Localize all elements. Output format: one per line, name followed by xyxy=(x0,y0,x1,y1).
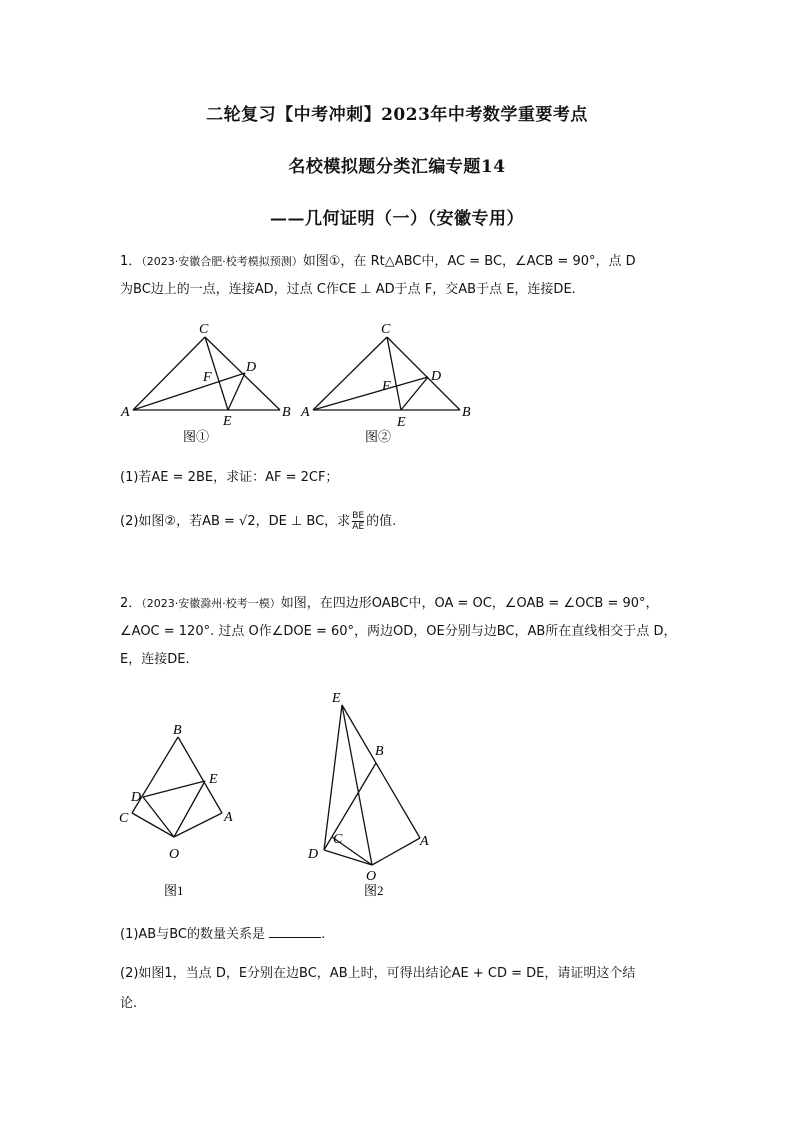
q2f1-label-a: A xyxy=(224,810,233,825)
q2f1-label-d: D xyxy=(131,790,142,805)
q2-fig2-caption: 图2 xyxy=(364,883,384,898)
q1f2-label-f: F xyxy=(382,379,391,394)
q1f1-label-f: F xyxy=(203,370,212,385)
q1-part1: (1)若AE = 2BE，求证：AF = 2CF； xyxy=(120,470,339,485)
q1f1-label-b: B xyxy=(282,405,291,420)
q2-part1-tail: . xyxy=(321,927,326,942)
q1-figure-2 xyxy=(295,315,480,450)
q2f2-label-b: B xyxy=(375,744,384,759)
q2-stem-text: 如图，在四边形OABC中，OA = OC，∠OAB = ∠OCB = 90°， xyxy=(280,596,659,611)
q1f1-side-ac xyxy=(133,337,205,410)
q2f1-label-o: O xyxy=(169,847,180,862)
q2-figure-1 xyxy=(112,715,252,905)
q2-fig1-caption: 图1 xyxy=(164,883,184,898)
q2f2-label-o: O xyxy=(366,869,377,884)
q2-part2-line2: 论. xyxy=(120,996,138,1011)
q2f1-label-b: B xyxy=(173,723,182,738)
q1f1-segment-de xyxy=(228,373,245,410)
q1f2-label-b: B xyxy=(462,405,471,420)
q2f1-label-e: E xyxy=(209,772,218,787)
doc-title-line1: 二轮复习【中考冲刺】2023年中考数学重要考点 xyxy=(206,105,588,125)
q2f1-segment-de xyxy=(143,781,205,797)
q1-part2-tail: 的值. xyxy=(366,514,397,529)
q1-source: （2023·安徽合肥·校考模拟预测） xyxy=(141,255,303,268)
q1f2-label-e: E xyxy=(397,415,406,430)
q1-stem-line2: 为BC边上的一点，连接AD，过点 C作CE ⊥ AD于点 F，交AB于点 E，连接DE. xyxy=(120,282,576,297)
q1-part2 xyxy=(120,511,680,532)
q1f2-label-a: A xyxy=(301,405,310,420)
q1-number: 1． xyxy=(120,254,142,269)
q1-part2-text: (2)如图②，若AB = √2，DE ⊥ BC，求 xyxy=(120,514,351,529)
q2f2-line-eba xyxy=(342,705,420,838)
q1f2-segment-de xyxy=(401,377,428,410)
q2f2-label-c: C xyxy=(333,832,343,847)
q2f1-segment-od xyxy=(143,797,174,837)
q2f2-line-bcd xyxy=(324,763,376,850)
q2-part1 xyxy=(120,924,680,945)
q2-part1-text: (1)AB与BC的数量关系是 xyxy=(120,927,265,942)
doc-title-line2: 名校模拟题分类汇编专题14 xyxy=(288,157,506,177)
q2-stem-line2: ∠AOC = 120°. 过点 O作∠DOE = 60°，两边OD，OE分别与边BC，AB所在直线相交于点 D， xyxy=(120,624,677,639)
doc-title-line3: ——几何证明（一）（安徽专用） xyxy=(270,209,524,229)
q2f2-segment-od xyxy=(324,850,372,865)
q2-source: （2023·安徽滁州·校考一模） xyxy=(141,597,281,610)
q2-figure-2 xyxy=(300,685,440,905)
q2f2-side-oa xyxy=(372,838,420,865)
q1-stem-line1 xyxy=(120,252,680,272)
q1f1-label-e: E xyxy=(223,414,232,429)
q2f2-label-d: D xyxy=(308,847,319,862)
q1f2-side-bc xyxy=(387,337,460,410)
q2-stem-line1 xyxy=(120,594,680,614)
q1-stem-text: 如图①，在 Rt△ABC中，AC = BC，∠ACB = 90°，点 D xyxy=(302,254,636,269)
q1-frac-den: AE xyxy=(352,522,365,532)
answer-blank[interactable] xyxy=(269,924,321,938)
q2f2-line-edc xyxy=(324,705,342,850)
q1f1-label-c: C xyxy=(199,322,209,337)
q1f1-label-d: D xyxy=(246,360,257,375)
q2-number: 2． xyxy=(120,596,142,611)
q1f2-label-c: C xyxy=(381,322,391,337)
q1f2-label-d: D xyxy=(431,369,442,384)
q2f2-label-a: A xyxy=(420,834,429,849)
q2f1-label-c: C xyxy=(119,811,129,826)
q1f1-label-a: A xyxy=(121,405,130,420)
q1-fig2-caption: 图② xyxy=(365,429,392,444)
q1f2-segment-ce xyxy=(387,337,401,410)
q2f1-side-oc xyxy=(132,813,174,837)
q2-stem-line3: E，连接DE. xyxy=(120,652,190,667)
q1f1-segment-ad xyxy=(133,373,245,410)
q1-frac-num: BE xyxy=(352,511,365,521)
q1-fig1-caption: 图① xyxy=(183,429,210,444)
q1-figure-1 xyxy=(115,315,300,450)
q1-part2-fraction xyxy=(352,511,364,532)
q2-part2-line1: (2)如图1，当点 D，E分别在边BC，AB上时，可得出结论AE + CD = DE，请证明这个结 xyxy=(120,966,636,981)
q2f2-segment-oe xyxy=(342,705,372,865)
q2f2-label-e: E xyxy=(332,691,341,706)
